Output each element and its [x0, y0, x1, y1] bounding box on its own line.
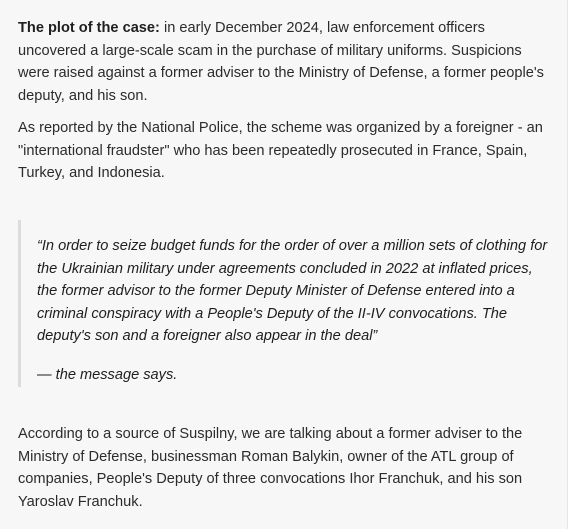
quote-attribution: — the message says.: [37, 367, 178, 383]
paragraph-police-report: As reported by the National Police, the scheme was organized by a foreigner - an "international fraudster" who has been repeatedly prosecuted in France, Spain, Turkey, and Indonesia.: [18, 120, 543, 181]
paragraph-case-plot: [18, 17, 553, 107]
paragraph-body: in early December 2024, law enforcement officers uncovered a large-scale scam in the purchase of military uniforms. Suspicions were raised against a former adviser to the Ministry of Defense, a former people's deputy, and his son.: [18, 20, 544, 104]
blockquote: [18, 220, 553, 387]
quote-text: “In order to seize budget funds for the order of over a million sets of clothing for the Ukrainian military under agreements concluded in 2022 at inflated prices, the former advisor to the former Deputy Minister of Defense entered into a criminal conspiracy with a People's Deputy of the II-IV convocations. The deputy's son and a foreigner also appear in the deal”: [37, 238, 548, 344]
paragraph-lead-label: The plot of the case:: [18, 20, 160, 36]
paragraph-suspilny-source: According to a source of Suspilny, we are talking about a former adviser to the Ministry of Defense, businessman Roman Balykin, owner of the ATL group of companies, People's Deputy of three convocations Ihor Franchuk, and his son Yaroslav Franchuk.: [18, 426, 523, 510]
